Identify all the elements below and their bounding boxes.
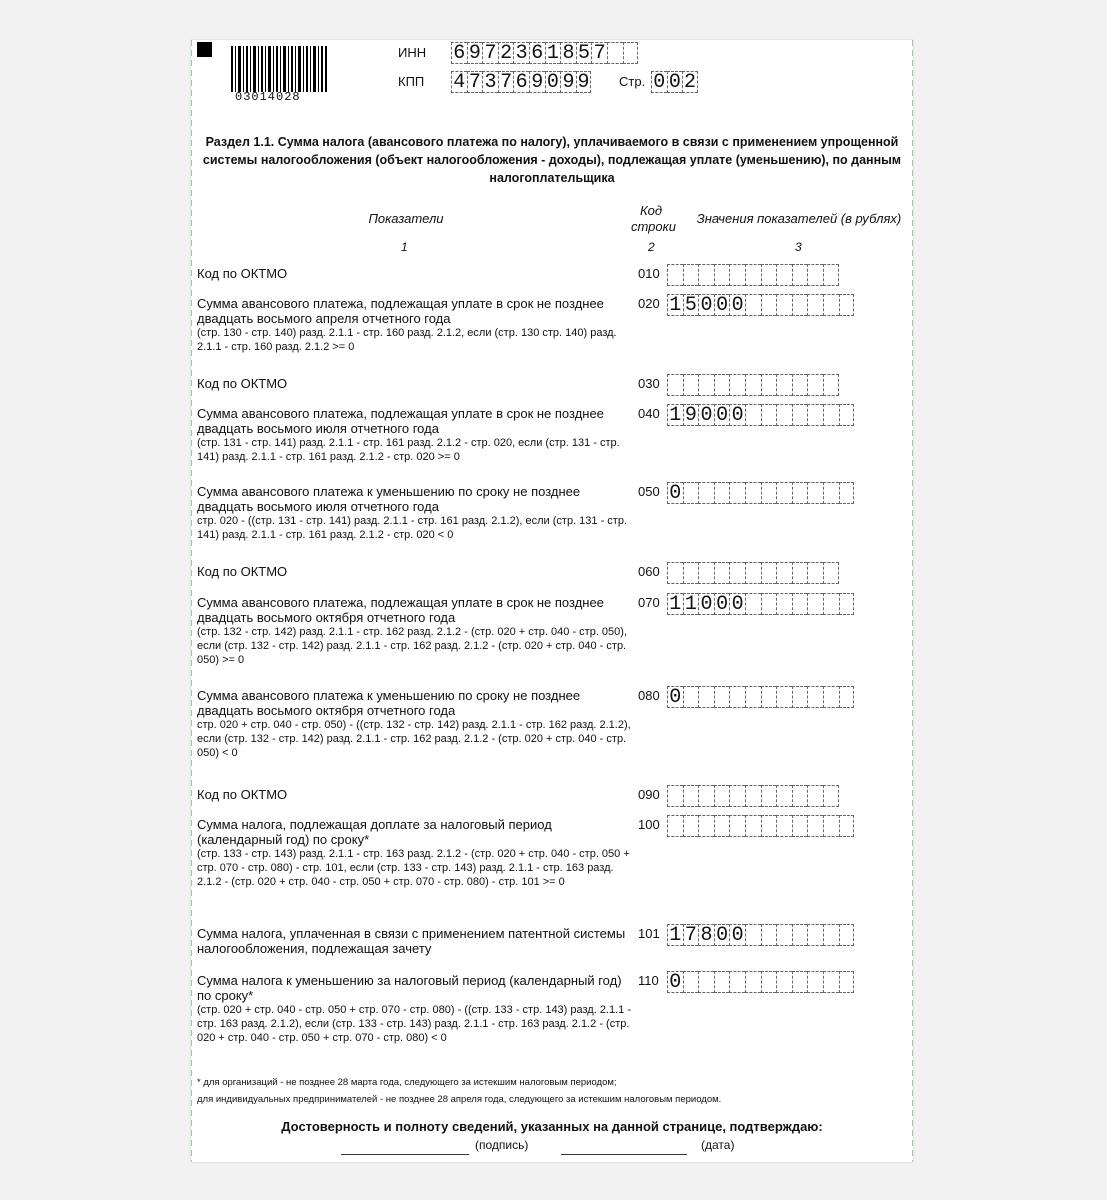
value-digit-cell[interactable] — [683, 264, 699, 286]
value-digit-cell[interactable] — [683, 482, 699, 504]
value-digit-cell[interactable]: 0 — [698, 404, 714, 426]
value-digit-cell[interactable]: 1 — [667, 593, 683, 615]
value-digit-cell[interactable] — [823, 374, 839, 396]
inn-digit-cell[interactable]: 6 — [529, 42, 545, 64]
value-field[interactable] — [667, 404, 854, 426]
indicator-description — [197, 484, 633, 542]
value-digit-cell[interactable] — [839, 924, 855, 946]
kpp-digit-cell[interactable]: 7 — [467, 71, 483, 93]
value-digit-cell[interactable] — [667, 562, 683, 584]
value-digit-cell[interactable] — [761, 924, 777, 946]
page-digit-cell[interactable]: 0 — [667, 71, 683, 93]
value-digit-cell[interactable] — [792, 785, 808, 807]
signature-label: (подпись) — [475, 1138, 529, 1152]
value-digit-cell[interactable] — [745, 404, 761, 426]
indicator-description — [197, 787, 633, 802]
value-digit-cell[interactable] — [792, 815, 808, 837]
value-digit-cell[interactable] — [761, 404, 777, 426]
value-digit-cell[interactable] — [683, 562, 699, 584]
value-digit-cell[interactable] — [714, 374, 730, 396]
value-digit-cell[interactable] — [761, 593, 777, 615]
line-code: 101 — [638, 926, 660, 941]
value-digit-cell[interactable] — [745, 264, 761, 286]
value-digit-cell[interactable] — [807, 593, 823, 615]
section-title: Раздел 1.1. Сумма налога (авансового платежа по налогу), уплачиваемого в связи с применением упрощенной системы налогообложения (объект налогообложения - доходы), подлежащая уплате (уменьшению), по данным налогоплательщика — [202, 135, 902, 185]
value-digit-cell[interactable] — [729, 686, 745, 708]
indicator-label: Код по ОКТМО — [197, 376, 288, 391]
value-digit-cell[interactable] — [776, 686, 792, 708]
indicator-description — [197, 406, 633, 464]
value-digit-cell[interactable] — [823, 562, 839, 584]
line-code: 030 — [638, 376, 660, 391]
indicator-label: Сумма авансового платежа, подлежащая уплате в срок не позднее двадцать восьмого июля отчетного года — [197, 406, 604, 436]
column-header-code: Код строки — [631, 203, 677, 234]
value-digit-cell[interactable] — [807, 785, 823, 807]
line-code: 020 — [638, 296, 660, 311]
value-digit-cell[interactable] — [761, 562, 777, 584]
indicator-description — [197, 595, 633, 667]
column-number-1: 1 — [401, 240, 408, 254]
page-label: Стр. — [619, 74, 646, 89]
value-field[interactable] — [667, 785, 839, 807]
value-digit-cell[interactable] — [683, 785, 699, 807]
page-digit-cell[interactable]: 0 — [651, 71, 667, 93]
value-digit-cell[interactable] — [839, 404, 855, 426]
value-digit-cell[interactable] — [792, 404, 808, 426]
value-digit-cell[interactable]: 0 — [729, 593, 745, 615]
value-digit-cell[interactable] — [745, 785, 761, 807]
line-code: 080 — [638, 688, 660, 703]
value-digit-cell[interactable] — [776, 924, 792, 946]
indicator-formula: (стр. 132 - стр. 142) разд. 2.1.1 - стр. 162 разд. 2.1.2 - (стр. 020 + стр. 040 - стр. 050), если (стр. 132 - стр. 142) разд. 2.1.1 - стр. 162 разд. 2.1.2 - (стр. 020 + стр. 040 - стр. 050) >= 0 — [197, 626, 628, 666]
value-field[interactable] — [667, 971, 854, 993]
confirmation-statement: Достоверность и полноту сведений, указанных на данной странице, подтверждаю: — [281, 1119, 823, 1134]
value-digit-cell[interactable] — [807, 924, 823, 946]
value-digit-cell[interactable] — [776, 593, 792, 615]
indicator-formula: (стр. 130 - стр. 140) разд. 2.1.1 - стр. 160 разд. 2.1.2, если (стр. 130 стр. 140) разд. 2.1.1 - стр. 160 разд. 2.1.2 >= 0 — [197, 327, 617, 353]
signature-line[interactable] — [341, 1154, 469, 1155]
column-header-values: Значения показателей (в рублях) — [696, 211, 902, 226]
value-digit-cell[interactable] — [792, 593, 808, 615]
value-digit-cell[interactable] — [714, 264, 730, 286]
value-digit-cell[interactable] — [776, 482, 792, 504]
value-digit-cell[interactable] — [792, 374, 808, 396]
kpp-digit-cell[interactable]: 4 — [451, 71, 467, 93]
value-digit-cell[interactable] — [776, 404, 792, 426]
inn-digit-cell[interactable] — [623, 42, 639, 64]
value-digit-cell[interactable]: 0 — [698, 593, 714, 615]
value-digit-cell[interactable] — [823, 924, 839, 946]
value-digit-cell[interactable] — [807, 264, 823, 286]
corner-marker — [197, 42, 212, 57]
value-digit-cell[interactable] — [745, 971, 761, 993]
column-number-3: 3 — [795, 240, 802, 254]
indicator-description — [197, 926, 633, 956]
value-digit-cell[interactable] — [683, 815, 699, 837]
value-digit-cell[interactable] — [714, 562, 730, 584]
inn-digit-cell[interactable]: 6 — [451, 42, 467, 64]
value-digit-cell[interactable] — [823, 686, 839, 708]
footnote-entrepreneurs: для индивидуальных предпринимателей - не позднее 28 апреля года, следующего за истекшим налоговым периодом. — [197, 1094, 722, 1105]
indicator-label: Код по ОКТМО — [197, 266, 288, 281]
value-digit-cell[interactable] — [761, 374, 777, 396]
indicator-label: Сумма налога, уплаченная в связи с применением патентной системы налогообложения, подлежащая зачету — [197, 926, 626, 956]
value-digit-cell[interactable] — [761, 294, 777, 316]
value-digit-cell[interactable] — [792, 686, 808, 708]
page-number-field[interactable] — [651, 71, 698, 93]
value-digit-cell[interactable] — [823, 971, 839, 993]
inn-digit-cell[interactable]: 5 — [576, 42, 592, 64]
value-digit-cell[interactable] — [714, 785, 730, 807]
value-digit-cell[interactable] — [729, 562, 745, 584]
value-digit-cell[interactable] — [761, 686, 777, 708]
value-digit-cell[interactable] — [745, 482, 761, 504]
value-field[interactable] — [667, 482, 854, 504]
value-digit-cell[interactable] — [792, 971, 808, 993]
value-digit-cell[interactable] — [714, 686, 730, 708]
value-digit-cell[interactable]: 5 — [683, 294, 699, 316]
value-digit-cell[interactable] — [714, 971, 730, 993]
indicator-formula: (стр. 133 - стр. 143) разд. 2.1.1 - стр. 163 разд. 2.1.2 - (стр. 020 + стр. 040 - стр. 050 + стр. 070 - стр. 080) - стр. 101, если (стр. 133 - стр. 143) разд. 2.1.1 - стр. 163 разд. 2.1.2 - (стр. 020 + стр. 040 - стр. 050 + стр. 070 - стр. 080) - стр. 101 >= 0 — [197, 848, 630, 888]
column-header-indicators: Показатели — [368, 211, 444, 226]
line-code: 070 — [638, 595, 660, 610]
indicator-formula: (стр. 131 - стр. 141) разд. 2.1.1 - стр. 161 разд. 2.1.2 - стр. 020, если (стр. 131 - стр. 141) разд. 2.1.1 - стр. 161 разд. 2.1.2 - стр. 020 >= 0 — [197, 437, 620, 463]
barcode-icon — [231, 46, 327, 92]
value-digit-cell[interactable] — [823, 482, 839, 504]
indicator-label: Сумма авансового платежа, подлежащая уплате в срок не позднее двадцать восьмого октября отчетного года — [197, 595, 604, 625]
value-digit-cell[interactable]: 0 — [714, 404, 730, 426]
value-digit-cell[interactable] — [792, 294, 808, 316]
value-digit-cell[interactable] — [761, 785, 777, 807]
value-digit-cell[interactable] — [729, 264, 745, 286]
inn-digit-cell[interactable]: 1 — [545, 42, 561, 64]
value-digit-cell[interactable] — [698, 686, 714, 708]
value-digit-cell[interactable]: 0 — [729, 294, 745, 316]
inn-digit-cell[interactable]: 8 — [560, 42, 576, 64]
value-digit-cell[interactable] — [729, 482, 745, 504]
indicator-description — [197, 376, 633, 391]
indicator-label: Сумма авансового платежа к уменьшению по сроку не позднее двадцать восьмого июля отчетного года — [197, 484, 581, 514]
value-digit-cell[interactable] — [745, 374, 761, 396]
value-digit-cell[interactable]: 0 — [667, 482, 683, 504]
kpp-field[interactable] — [451, 71, 591, 93]
value-digit-cell[interactable] — [776, 264, 792, 286]
inn-digit-cell[interactable]: 3 — [513, 42, 529, 64]
value-digit-cell[interactable] — [745, 294, 761, 316]
value-digit-cell[interactable] — [807, 686, 823, 708]
value-digit-cell[interactable] — [698, 785, 714, 807]
value-digit-cell[interactable] — [714, 815, 730, 837]
indicator-description — [197, 564, 633, 579]
value-digit-cell[interactable] — [667, 815, 683, 837]
value-digit-cell[interactable] — [807, 294, 823, 316]
inn-digit-cell[interactable]: 2 — [498, 42, 514, 64]
value-digit-cell[interactable] — [792, 482, 808, 504]
value-digit-cell[interactable] — [823, 294, 839, 316]
value-digit-cell[interactable] — [745, 686, 761, 708]
value-field[interactable] — [667, 562, 839, 584]
value-digit-cell[interactable]: 7 — [683, 924, 699, 946]
value-digit-cell[interactable] — [823, 264, 839, 286]
value-digit-cell[interactable] — [776, 971, 792, 993]
value-digit-cell[interactable] — [807, 482, 823, 504]
value-digit-cell[interactable] — [792, 562, 808, 584]
value-digit-cell[interactable] — [839, 686, 855, 708]
value-digit-cell[interactable] — [776, 815, 792, 837]
value-digit-cell[interactable] — [839, 482, 855, 504]
value-field[interactable] — [667, 294, 854, 316]
inn-label: ИНН — [398, 45, 427, 60]
value-digit-cell[interactable] — [807, 562, 823, 584]
value-digit-cell[interactable] — [761, 264, 777, 286]
value-digit-cell[interactable] — [823, 593, 839, 615]
value-field[interactable] — [667, 924, 854, 946]
value-digit-cell[interactable] — [667, 785, 683, 807]
value-digit-cell[interactable] — [839, 593, 855, 615]
value-digit-cell[interactable] — [823, 815, 839, 837]
value-field[interactable] — [667, 815, 854, 837]
value-digit-cell[interactable] — [698, 374, 714, 396]
line-code: 010 — [638, 266, 660, 281]
value-digit-cell[interactable] — [776, 562, 792, 584]
kpp-digit-cell[interactable]: 3 — [482, 71, 498, 93]
value-digit-cell[interactable] — [729, 374, 745, 396]
inn-digit-cell[interactable]: 9 — [467, 42, 483, 64]
value-digit-cell[interactable] — [729, 971, 745, 993]
value-digit-cell[interactable] — [714, 482, 730, 504]
value-digit-cell[interactable] — [698, 815, 714, 837]
value-digit-cell[interactable] — [698, 562, 714, 584]
inn-digit-cell[interactable]: 7 — [591, 42, 607, 64]
value-digit-cell[interactable] — [729, 815, 745, 837]
line-code: 100 — [638, 817, 660, 832]
value-digit-cell[interactable]: 0 — [698, 294, 714, 316]
value-digit-cell[interactable] — [761, 815, 777, 837]
value-digit-cell[interactable] — [776, 374, 792, 396]
kpp-digit-cell[interactable]: 0 — [545, 71, 561, 93]
line-code: 040 — [638, 406, 660, 421]
value-digit-cell[interactable] — [698, 482, 714, 504]
indicator-description — [197, 973, 633, 1045]
value-field[interactable] — [667, 593, 854, 615]
value-digit-cell[interactable] — [792, 264, 808, 286]
value-digit-cell[interactable]: 0 — [729, 924, 745, 946]
value-digit-cell[interactable] — [698, 971, 714, 993]
value-digit-cell[interactable]: 0 — [714, 593, 730, 615]
indicator-label: Код по ОКТМО — [197, 787, 288, 802]
kpp-digit-cell[interactable]: 6 — [513, 71, 529, 93]
page-digit-cell[interactable]: 2 — [683, 71, 696, 94]
column-number-2: 2 — [648, 240, 655, 254]
barcode-number: 03014028 — [235, 90, 301, 104]
value-digit-cell[interactable]: 0 — [667, 971, 683, 993]
footnote-organizations: * для организаций - не позднее 28 марта года, следующего за истекшим налоговым периодом; — [197, 1077, 617, 1088]
value-digit-cell[interactable]: 9 — [683, 404, 699, 426]
value-digit-cell[interactable] — [745, 562, 761, 584]
line-code: 050 — [638, 484, 660, 499]
kpp-digit-cell[interactable]: 9 — [560, 71, 576, 93]
date-line[interactable] — [561, 1154, 687, 1155]
indicator-label: Сумма авансового платежа, подлежащая уплате в срок не позднее двадцать восьмого апреля отчетного года — [197, 296, 604, 326]
value-digit-cell[interactable] — [792, 924, 808, 946]
value-digit-cell[interactable] — [776, 294, 792, 316]
value-digit-cell[interactable] — [807, 374, 823, 396]
kpp-digit-cell[interactable]: 9 — [577, 71, 590, 94]
value-digit-cell[interactable] — [761, 971, 777, 993]
value-digit-cell[interactable]: 1 — [667, 294, 683, 316]
value-digit-cell[interactable] — [839, 971, 855, 993]
date-label: (дата) — [701, 1138, 735, 1152]
value-digit-cell[interactable] — [761, 482, 777, 504]
indicator-description — [197, 817, 633, 889]
value-digit-cell[interactable] — [745, 924, 761, 946]
value-digit-cell[interactable] — [729, 785, 745, 807]
line-code: 110 — [638, 973, 659, 988]
kpp-label: КПП — [398, 74, 425, 89]
value-digit-cell[interactable] — [683, 686, 699, 708]
value-digit-cell[interactable]: 0 — [714, 924, 730, 946]
value-digit-cell[interactable] — [839, 815, 855, 837]
value-digit-cell[interactable] — [745, 815, 761, 837]
line-code: 090 — [638, 787, 660, 802]
indicator-label: Код по ОКТМО — [197, 564, 288, 579]
indicator-description — [197, 688, 633, 760]
value-digit-cell[interactable] — [683, 374, 699, 396]
indicator-description — [197, 296, 633, 354]
tax-form-page — [191, 40, 913, 1162]
value-digit-cell[interactable] — [807, 971, 823, 993]
value-field[interactable] — [667, 374, 839, 396]
value-digit-cell[interactable]: 1 — [667, 404, 683, 426]
value-digit-cell[interactable] — [807, 815, 823, 837]
value-digit-cell[interactable]: 0 — [667, 686, 683, 708]
value-digit-cell[interactable]: 0 — [729, 404, 745, 426]
value-digit-cell[interactable] — [823, 785, 839, 807]
value-digit-cell[interactable] — [807, 404, 823, 426]
indicator-label: Сумма авансового платежа к уменьшению по сроку не позднее двадцать восьмого октября отчетного года — [197, 688, 581, 718]
line-code: 060 — [638, 564, 660, 579]
value-digit-cell[interactable] — [776, 785, 792, 807]
value-field[interactable] — [667, 686, 854, 708]
value-digit-cell[interactable]: 0 — [714, 294, 730, 316]
indicator-label: Сумма налога, подлежащая доплате за налоговый период (календарный год) по сроку* — [197, 817, 552, 847]
value-digit-cell[interactable]: 1 — [667, 924, 683, 946]
value-digit-cell[interactable] — [667, 264, 683, 286]
indicator-formula: стр. 020 - ((стр. 131 - стр. 141) разд. 2.1.1 - стр. 161 разд. 2.1.2), если (стр. 131 - стр. 141) разд. 2.1.1 - стр. 161 разд. 2.1.2 - стр. 020 < 0 — [197, 515, 628, 541]
indicator-formula: (стр. 020 + стр. 040 - стр. 050 + стр. 070 - стр. 080) - ((стр. 133 - стр. 143) разд. 2.1.1 - стр. 163 разд. 2.1.2), если (стр. 133 - стр. 143) разд. 2.1.1 - стр. 163 разд. 2.1.2 - (стр. 020 + стр. 040 - стр. 050 + стр. 070 - стр. 080) < 0 — [197, 1004, 632, 1044]
indicator-formula: стр. 020 + стр. 040 - стр. 050) - ((стр. 132 - стр. 142) разд. 2.1.1 - стр. 162 разд. 2.1.2), если (стр. 132 - стр. 142) разд. 2.1.1 - стр. 162 разд. 2.1.2 - (стр. 020 + стр. 040 - стр. 050) < 0 — [197, 719, 631, 759]
indicator-description — [197, 266, 633, 281]
inn-digit-cell[interactable]: 7 — [482, 42, 498, 64]
value-digit-cell[interactable] — [698, 264, 714, 286]
value-digit-cell[interactable]: 1 — [683, 593, 699, 615]
indicator-label: Сумма налога к уменьшению за налоговый период (календарный год) по сроку* — [197, 973, 622, 1003]
value-digit-cell[interactable]: 8 — [698, 924, 714, 946]
value-digit-cell[interactable] — [839, 294, 855, 316]
kpp-digit-cell[interactable]: 7 — [498, 71, 514, 93]
value-digit-cell[interactable] — [823, 404, 839, 426]
inn-field[interactable] — [451, 42, 638, 64]
inn-digit-cell[interactable] — [607, 42, 623, 64]
kpp-digit-cell[interactable]: 9 — [529, 71, 545, 93]
value-digit-cell[interactable] — [683, 971, 699, 993]
value-digit-cell[interactable] — [745, 593, 761, 615]
value-digit-cell[interactable] — [667, 374, 683, 396]
value-field[interactable] — [667, 264, 839, 286]
